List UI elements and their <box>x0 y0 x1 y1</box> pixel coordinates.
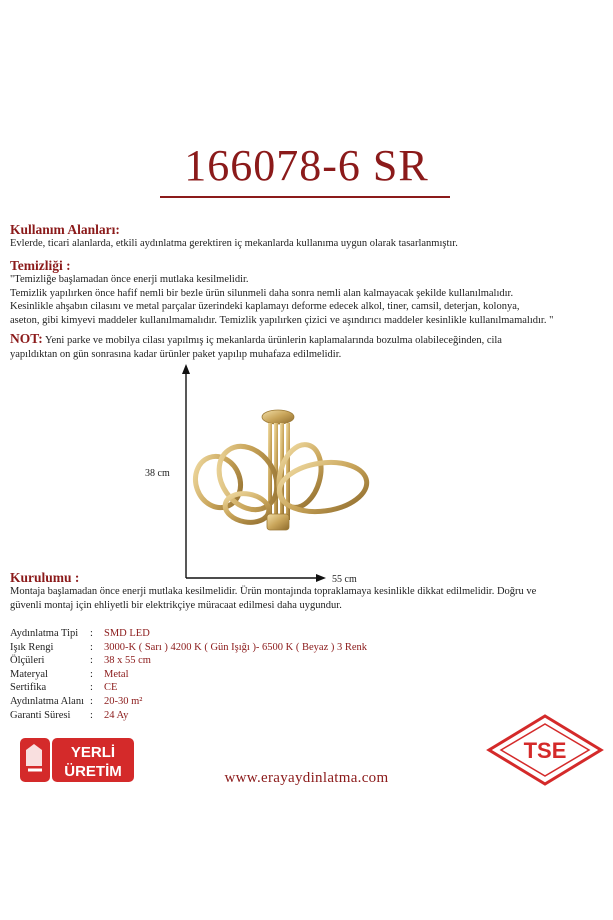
spec-label: Garanti Süresi <box>10 709 71 721</box>
spec-separator: : <box>90 695 93 707</box>
spec-row <box>10 668 367 682</box>
spec-separator: : <box>90 668 93 680</box>
spec-label: Aydınlatma Alanı <box>10 695 84 707</box>
width-dimension-label: 55 cm <box>332 574 357 585</box>
installation-line: Montaja başlamadan önce enerji mutlaka kesilmelidir. Ürün montajında topraklamaya kesinlikle dikkat edilmelidir. Doğru ve <box>10 586 537 597</box>
badge-line2: ÜRETİM <box>64 763 122 780</box>
cleaning-line: Temizlik yapılırken önce hafif nemli bir bezle ürün silunmeli daha sonra nemli alan kalmayacak şekilde kullanılmalıdır. <box>10 287 514 299</box>
spec-label: Materyal <box>10 668 48 680</box>
spec-separator: : <box>90 682 93 694</box>
spec-value: Metal <box>104 668 129 680</box>
spec-value: SMD LED <box>104 628 150 639</box>
note-heading: NOT: <box>10 331 43 346</box>
tse-certification-mark <box>484 712 606 788</box>
spec-value: 20-30 m² <box>104 695 143 707</box>
spec-value: 38 x 55 cm <box>104 655 151 667</box>
spec-value: 3000-K ( Sarı ) 4200 K ( Gün Işığı )- 6500 K ( Beyaz ) 3 Renk <box>104 641 368 653</box>
spec-label: Sertifika <box>10 682 47 694</box>
spec-row <box>10 654 367 668</box>
product-code-title: 166078-6 SR <box>184 141 429 190</box>
spec-label: Aydınlatma Tipi <box>10 628 79 639</box>
spec-list <box>10 627 367 722</box>
cleaning-line: Kesinlikle ahşabın cilasını ve metal parçalar üzerindeki kaplamayı deforme edecek alkol, tiner, camsil, deterjan, kolonya, <box>10 301 520 313</box>
note-text-line1: Yeni parke ve mobilya cilası yapılmış iç mekanlarda ürünlerin kaplamalarında bozulma olabileceğinden, cila <box>42 335 502 346</box>
installation-heading: Kurulumu : <box>10 570 80 585</box>
usage-text: Evlerde, ticari alanlarda, etkili aydınlatma gerektiren iç mekanlarda kullanıma uygun olarak tasarlanmıştır. <box>10 238 458 249</box>
installation-section <box>10 570 606 612</box>
installation-line: güvenli montaj için ehliyetli bir elektrikçiye müracaat edilmesi daha uygundur. <box>10 599 342 611</box>
website-url: www.erayaydinlatma.com <box>224 770 389 786</box>
spec-label: Ölçüleri <box>10 655 45 667</box>
spec-label: Işık Rengi <box>10 641 54 653</box>
note-text-line2: yapıldıktan on gün sonrasına kadar ürünler paket yapılıp muhafaza edilmelidir. <box>10 348 342 360</box>
spec-separator: : <box>90 709 93 721</box>
spec-row <box>10 695 367 709</box>
tse-text: TSE <box>523 738 567 763</box>
cleaning-heading: Temizliği : <box>10 258 71 273</box>
usage-heading: Kullanım Alanları: <box>10 222 120 237</box>
spec-value: 24 Ay <box>104 709 129 721</box>
spec-row <box>10 627 367 641</box>
spec-separator: : <box>90 655 93 667</box>
spec-value: CE <box>104 682 118 694</box>
badge-line1: YERLİ <box>70 744 116 761</box>
spec-row <box>10 641 367 655</box>
spec-row <box>10 709 367 723</box>
height-dimension-label: 38 cm <box>145 468 170 479</box>
cleaning-line: "Temizliğe başlamadan önce enerji mutlaka kesilmelidir. <box>10 274 249 285</box>
spec-separator: : <box>90 628 93 639</box>
spec-row <box>10 681 367 695</box>
spec-separator: : <box>90 641 93 653</box>
cleaning-line: aseton, gibi kimyevi maddeler kullanılmamalıdır. Temizlik yapılırken çizici ve aşındırıcı maddeler kesinlikle kullanılmamalıdır. " <box>10 314 554 326</box>
